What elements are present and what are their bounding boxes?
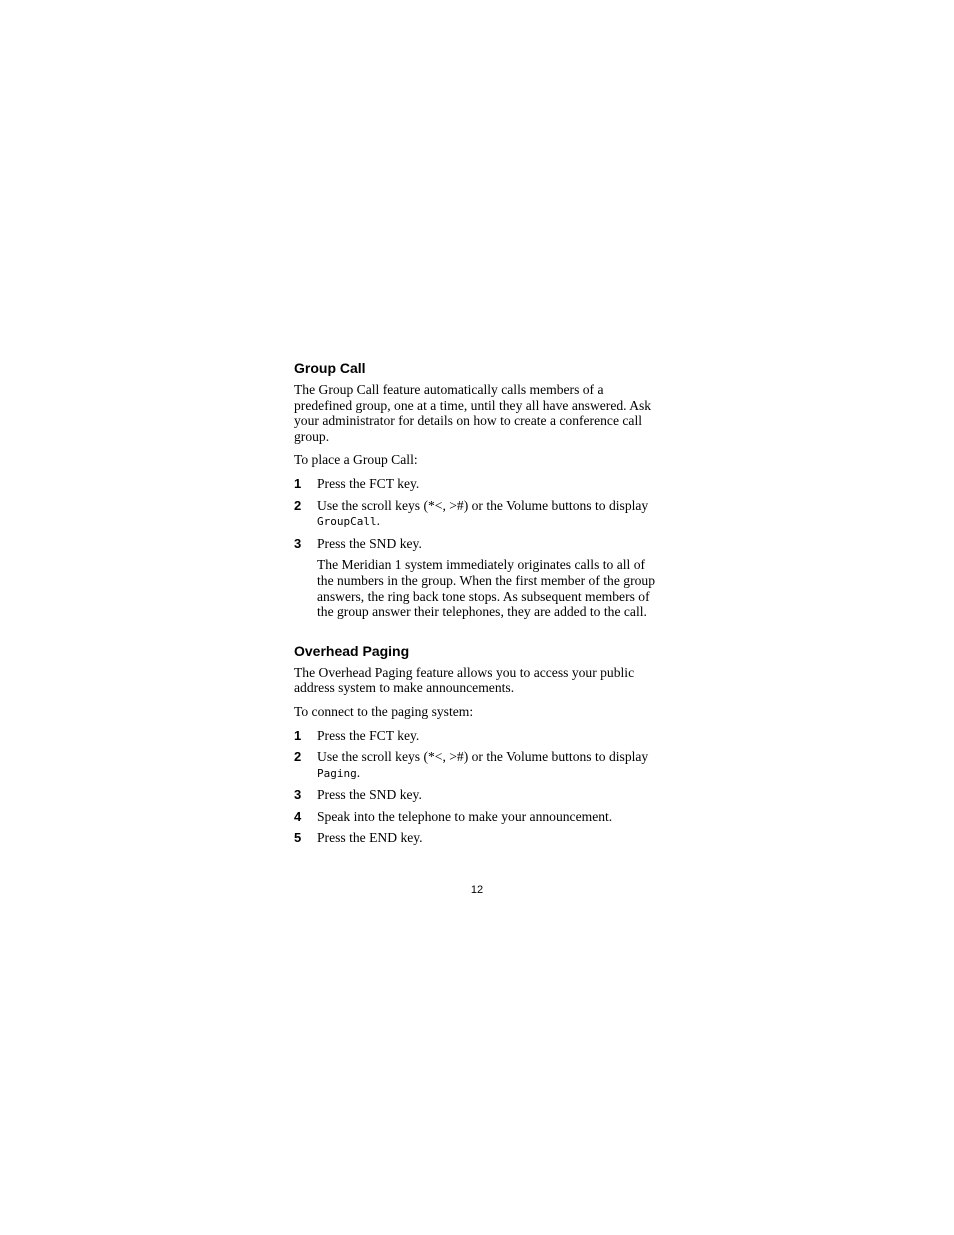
step-number: 5: [294, 830, 302, 846]
step-text: Press the FCT key.: [317, 727, 420, 743]
group-call-intro: The Group Call feature automatically calls members of a predefined group, one at a time, until they all have answered. Ask your administrator for details on how to create a conference call group.: [294, 382, 652, 444]
group-call-heading: Group Call: [294, 360, 366, 376]
step-text: Press the SND key.: [317, 787, 422, 803]
overhead-paging-steps: [294, 728, 664, 847]
step-item: [294, 830, 664, 846]
step-number: 3: [294, 535, 302, 551]
page-number: 12: [470, 884, 484, 896]
step-text: Speak into the telephone to make your announcement.: [317, 808, 613, 824]
step-text: Press the END key.: [317, 830, 423, 846]
overhead-paging-section: [294, 642, 664, 846]
overhead-paging-intro: The Overhead Paging feature allows you to access your public address system to make announcements.: [294, 664, 635, 696]
step-item: [294, 809, 664, 825]
step-number: 1: [294, 475, 302, 491]
step-number: 2: [294, 497, 302, 513]
overhead-paging-lead: To connect to the paging system:: [294, 703, 474, 719]
step-number: 3: [294, 787, 302, 803]
step-text: Use the scroll keys (*<, >#) or the Volume buttons to display: [317, 497, 649, 513]
step-item: [294, 476, 664, 492]
group-call-section: [294, 359, 664, 620]
step-text: Use the scroll keys (*<, >#) or the Volume buttons to display: [317, 749, 649, 765]
step-number: 2: [294, 749, 302, 765]
lcd-display-text: Paging: [317, 766, 357, 780]
group-call-steps: [294, 476, 664, 551]
step-number: 1: [294, 727, 302, 743]
step-item: [294, 749, 664, 781]
step-item: [294, 787, 664, 803]
step-text: Press the SND key.: [317, 535, 422, 551]
group-call-note: The Meridian 1 system immediately originates calls to all of the numbers in the group. When the first member of the group answers, the ring back tone stops. As subsequent members of the group answer their telephones, they are added to the call.: [317, 557, 655, 620]
lcd-display-text: GroupCall: [317, 515, 377, 529]
step-punctuation: .: [376, 513, 381, 529]
step-text: Press the FCT key.: [317, 475, 420, 491]
step-item: [294, 536, 664, 552]
step-punctuation: .: [356, 764, 361, 780]
step-item: [294, 728, 664, 744]
group-call-lead: To place a Group Call:: [294, 452, 418, 468]
overhead-paging-heading: Overhead Paging: [294, 642, 410, 659]
step-item: [294, 498, 664, 530]
page-content: [294, 359, 664, 852]
step-number: 4: [294, 808, 302, 824]
